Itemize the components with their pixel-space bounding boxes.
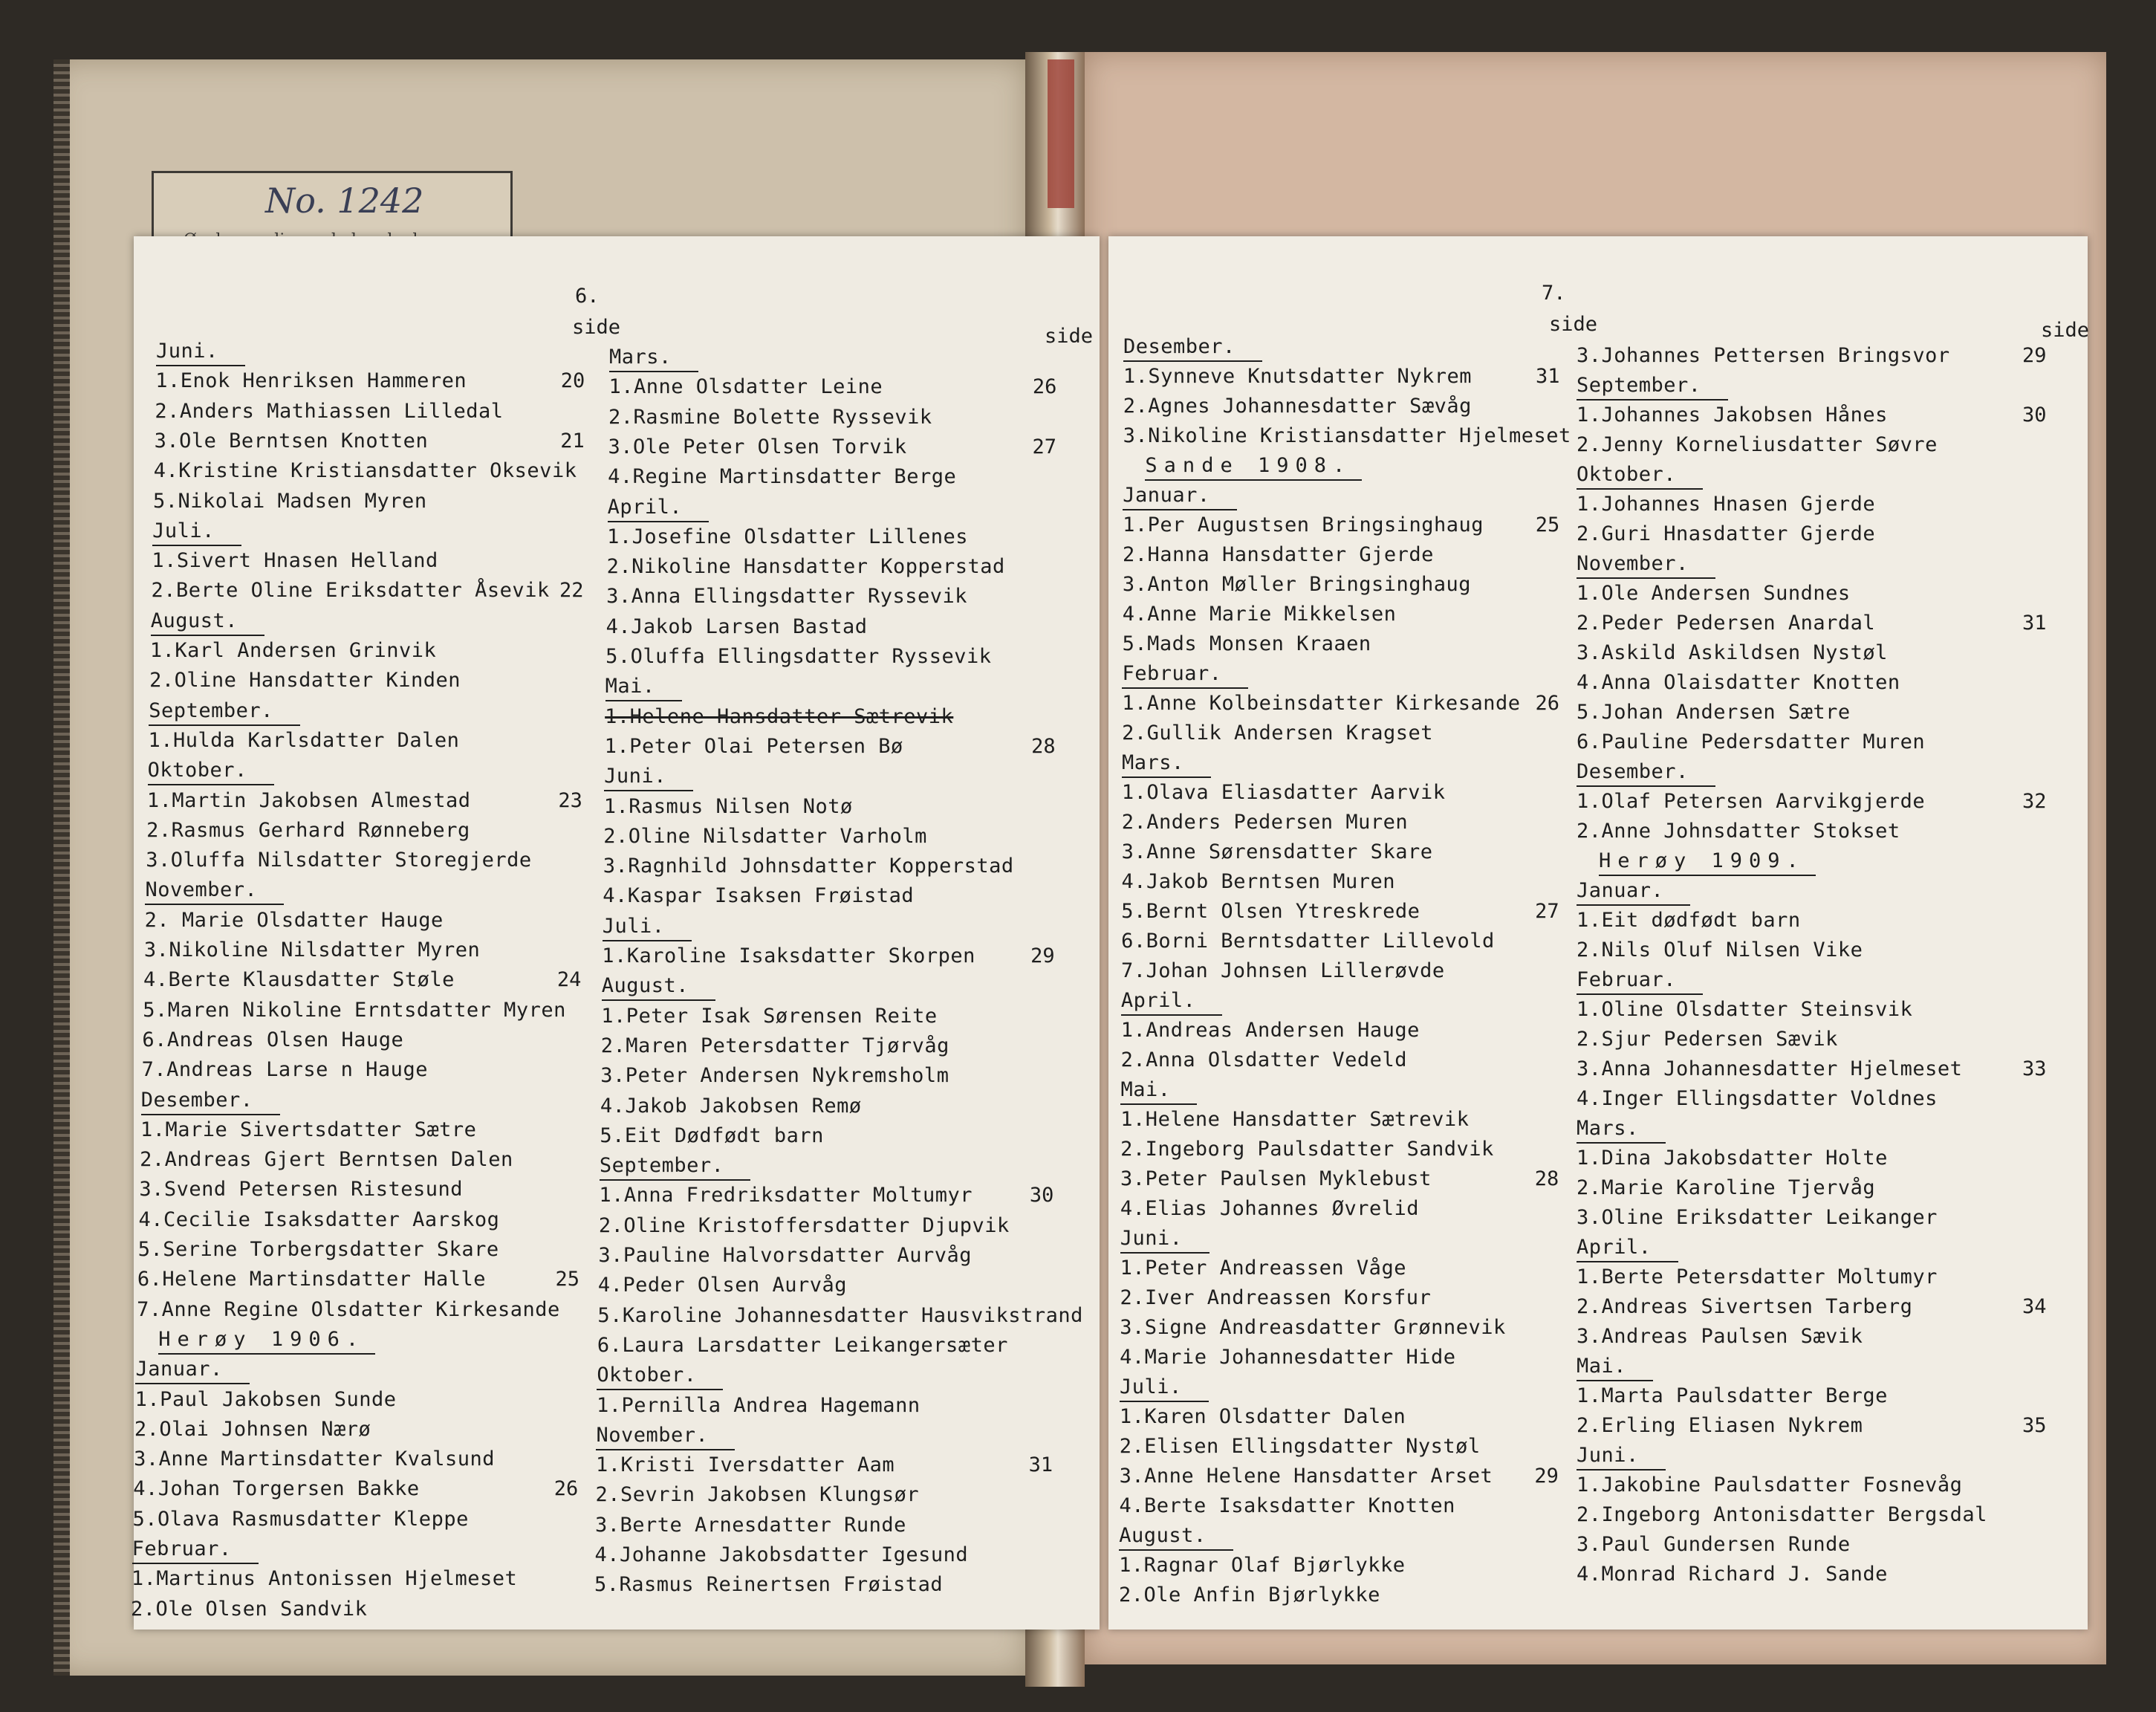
side-column-label: side (1045, 325, 1094, 348)
entry-line: 7.Johan Johnsen Lillerøvde (1121, 959, 1445, 982)
entry-line: 2.Jenny Korneliusdatter Søvre (1577, 433, 1938, 456)
entry-line: 2.Peder Pedersen Anardal (1577, 612, 1876, 635)
entry-line: 2.Ole Anfin Bjørlykke (1119, 1583, 1380, 1606)
entry-line: 4.Berte Klausdatter Støle (143, 968, 455, 992)
cover-edge (53, 59, 70, 1676)
entry-line: 5.Olava Rasmusdatter Kleppe (132, 1507, 469, 1531)
month-heading: Juni. (604, 765, 693, 791)
left-page (131, 236, 1100, 1630)
entry-line: 2.Maren Petersdatter Tjørvåg (600, 1034, 949, 1057)
entry-page-ref: 25 (1535, 513, 1560, 536)
month-heading: Desember. (1123, 336, 1262, 362)
month-heading: Oktober. (148, 759, 274, 785)
entry-line: 7.Andreas Larse n Hauge (141, 1058, 428, 1082)
entry-line: 3.Peter Andersen Nykremsholm (600, 1064, 949, 1088)
month-heading: Februar. (132, 1538, 259, 1564)
entry-line: 2.Nikoline Hansdatter Kopperstad (606, 555, 1005, 579)
entry-line: 2.Andreas Gjert Berntsen Dalen (140, 1148, 513, 1172)
month-heading: Juni. (1120, 1228, 1209, 1254)
entry-line: 2.Rasmine Bolette Ryssevik (608, 405, 932, 429)
entry-line: 1.Pernilla Andrea Hagemann (596, 1393, 920, 1417)
entry-line: 2.Iver Andreassen Korsfur (1120, 1286, 1432, 1309)
month-heading: Mai. (1577, 1355, 1653, 1381)
entry-line: 2.Agnes Johannesdatter Sævåg (1123, 395, 1472, 418)
entry-line: 3.Anne Sørensdatter Skare (1121, 840, 1433, 863)
month-heading: September. (149, 700, 300, 726)
entry-line: 3.Johannes Pettersen Bringsvor (1577, 344, 1950, 367)
entry-line: 1.Peter Isak Sørensen Reite (601, 1004, 938, 1028)
entry-line: 2.Oline Kristoffersdatter Djupvik (598, 1213, 1010, 1237)
month-heading: Februar. (1577, 969, 1703, 995)
entry-line: 4.Inger Ellingsdatter Voldnes (1577, 1087, 1938, 1110)
month-heading: November. (1577, 553, 1715, 579)
month-heading: November. (596, 1424, 735, 1450)
spine-binding-strip (1048, 59, 1074, 208)
entry-line: 4.Marie Johannesdatter Hide (1120, 1346, 1456, 1369)
entry-line: 1.Eit dødfødt barn (1577, 909, 1801, 932)
entry-line: 3.Anna Johannesdatter Hjelmeset (1577, 1057, 1963, 1080)
entry-line: 4.Kristine Kristiansdatter Oksevik (153, 459, 577, 483)
entry-page-ref: 27 (1535, 900, 1559, 923)
entry-line: 4.Elias Johannes Øvrelid (1120, 1197, 1419, 1220)
month-heading: August. (602, 975, 715, 1001)
entry-line: 1.Berte Petersdatter Moltumyr (1577, 1265, 1938, 1288)
entry-line: 2.Anders Mathiassen Lilledal (155, 399, 504, 423)
entry-line: 2.Ole Olsen Sandvik (131, 1597, 368, 1621)
entry-line: 6.Helene Martinsdatter Halle (137, 1268, 487, 1291)
entry-line: 2.Anne Johnsdatter Stokset (1577, 820, 1900, 843)
entry-line: 5.Eit Dødfødt barn (600, 1124, 824, 1147)
entry-line: 6.Andreas Olsen Hauge (142, 1028, 404, 1051)
entry-page-ref: 31 (2022, 612, 2047, 635)
entry-page-ref: 31 (1535, 365, 1560, 388)
entry-line: 2.Sjur Pedersen Sævik (1577, 1028, 1838, 1051)
right-page (1108, 236, 2088, 1630)
entry-page-ref: 32 (2022, 790, 2047, 813)
entry-line: 3.Askild Askildsen Nystøl (1577, 641, 1888, 664)
entry-page-ref: 29 (2022, 344, 2047, 367)
entry-line: 2.Anna Olsdatter Vedeld (1120, 1048, 1407, 1071)
entry-line: 1.Sivert Hnasen Helland (152, 549, 438, 573)
entry-line: 5.Mads Monsen Kraaen (1122, 632, 1371, 655)
entry-line: 4.Berte Isaksdatter Knotten (1119, 1494, 1455, 1517)
side-column-label: side (1549, 313, 1598, 336)
month-heading: September. (1577, 374, 1728, 401)
entry-line: 1.Helene Hansdatter Sætrevik (605, 704, 954, 728)
entry-line: 3.Svend Petersen Ristesund (139, 1178, 463, 1202)
entry-line: 1.Enok Henriksen Hammeren (155, 369, 467, 393)
entry-line: 1.Karl Andersen Grinvik (149, 639, 437, 662)
month-heading: Mars. (609, 346, 698, 372)
entry-line: 5.Johan Andersen Sætre (1577, 701, 1851, 724)
entry-line: 2.Gullik Andersen Kragset (1122, 722, 1434, 745)
month-heading: Juli. (152, 520, 241, 546)
entry-line: 6.Borni Berntsdatter Lillevold (1121, 930, 1495, 953)
entry-line: 1.Karen Olsdatter Dalen (1119, 1405, 1406, 1428)
entry-line: 5.Bernt Olsen Ytreskrede (1121, 900, 1420, 923)
entry-line: 1.Anna Fredriksdatter Moltumyr (599, 1184, 973, 1207)
entry-line: 4.Peder Olsen Aurvåg (597, 1274, 847, 1297)
entry-page-ref: 20 (560, 369, 585, 393)
entry-line: 4.Kaspar Isaksen Frøistad (603, 884, 915, 908)
entry-line: 1.Anne Olsdatter Leine (608, 375, 883, 399)
month-heading: August. (1119, 1525, 1233, 1551)
month-heading: August. (151, 610, 264, 636)
entry-page-ref: 28 (1534, 1167, 1559, 1190)
entry-line: 5.Karoline Johannesdatter Hausvikstrand (597, 1303, 1083, 1327)
entry-line: 3.Oluffa Nilsdatter Storegjerde (146, 849, 532, 872)
entry-line: 1.Synneve Knutsdatter Nykrem (1123, 365, 1472, 388)
entry-line: 3.Ole Berntsen Knotten (154, 429, 429, 453)
entry-line: 1.Helene Hansdatter Sætrevik (1120, 1108, 1470, 1131)
entry-line: 4.Jakob Larsen Bastad (605, 615, 868, 638)
entry-line: 2.Andreas Sivertsen Tarberg (1577, 1295, 1913, 1318)
month-heading: Juni. (156, 340, 245, 366)
parish-year-heading: Herøy 1906. (158, 1329, 375, 1355)
entry-line: 1.Karoline Isaksdatter Skorpen (602, 944, 975, 967)
month-heading: Desember. (1577, 761, 1715, 787)
entry-line: 1.Rasmus Nilsen Notø (603, 794, 853, 818)
month-heading: Juli. (1120, 1376, 1209, 1402)
entry-line: 2.Sevrin Jakobsen Klungsør (595, 1483, 920, 1507)
entry-page-ref: 26 (1535, 692, 1559, 715)
month-heading: Mars. (1577, 1118, 1666, 1144)
entry-line: 2.Anders Pedersen Muren (1121, 811, 1409, 834)
entry-line: 3.Oline Eriksdatter Leikanger (1577, 1206, 1938, 1229)
entry-line: 1.Peter Andreassen Våge (1120, 1257, 1406, 1280)
entry-page-ref: 30 (1029, 1184, 1054, 1207)
entry-line: 2.Marie Karoline Tjervåg (1577, 1176, 1876, 1199)
entry-line: 1.Josefine Olsdatter Lillenes (607, 525, 968, 548)
entry-page-ref: 25 (555, 1268, 579, 1291)
entry-line: 1.Dina Jakobsdatter Holte (1577, 1147, 1888, 1170)
entry-line: 3.Nikoline Kristiansdatter Hjelmeset (1123, 424, 1571, 447)
entry-line: 1.Olaf Petersen Aarvikgjerde (1577, 790, 1926, 813)
entry-line: 1.Andreas Andersen Hauge (1120, 1019, 1420, 1042)
book-number: No. 1242 (265, 181, 424, 221)
entry-line: 1.Per Augustsen Bringsinghaug (1123, 513, 1484, 536)
entry-line: 1.Hulda Karlsdatter Dalen (148, 728, 460, 752)
entry-line: 3.Anne Martinsdatter Kvalsund (134, 1447, 495, 1471)
entry-page-ref: 29 (1030, 944, 1055, 967)
entry-line: 1.Johannes Jakobsen Hånes (1577, 403, 1888, 427)
entry-page-ref: 34 (2022, 1295, 2047, 1318)
entry-page-ref: 26 (1032, 375, 1057, 399)
month-heading: Juni. (1577, 1444, 1666, 1471)
entry-line: 3.Ragnhild Johnsdatter Kopperstad (603, 855, 1014, 878)
entry-line: 2.Rasmus Gerhard Rønneberg (146, 818, 470, 842)
month-heading: November. (145, 879, 284, 905)
entry-line: 7.Anne Regine Olsdatter Kirkesande (137, 1297, 560, 1321)
month-heading: April. (608, 496, 710, 522)
entry-line: 4.Anna Olaisdatter Knotten (1577, 671, 1900, 694)
entry-line: 1.Olava Eliasdatter Aarvik (1121, 781, 1446, 804)
month-heading: Oktober. (597, 1364, 723, 1390)
entry-line: 2.Hanna Hansdatter Gjerde (1123, 543, 1434, 566)
entry-line: 2.Elisen Ellingsdatter Nystøl (1119, 1435, 1481, 1458)
entry-line: 4.Jakob Berntsen Muren (1121, 870, 1396, 893)
entry-line: 3.Nikoline Nilsdatter Myren (143, 938, 481, 962)
month-heading: Mai. (605, 675, 682, 701)
entry-page-ref: 28 (1031, 734, 1056, 758)
month-heading: Januar. (1123, 484, 1236, 510)
entry-page-ref: 30 (2022, 403, 2047, 427)
entry-line: 1.Ragnar Olaf Bjørlykke (1119, 1554, 1406, 1577)
entry-page-ref: 22 (559, 579, 584, 603)
entry-line: 1.Johannes Hnasen Gjerde (1577, 493, 1876, 516)
entry-line: 5.Serine Torbergsdatter Skare (137, 1238, 499, 1261)
entry-page-ref: 21 (560, 429, 585, 453)
entry-line: 3.Berte Arnesdatter Runde (594, 1513, 906, 1537)
entry-line: 4.Regine Martinsdatter Berge (608, 465, 957, 489)
month-heading: Juli. (603, 915, 692, 941)
entry-line: 2.Oline Hansdatter Kinden (149, 669, 461, 693)
entry-line: 4.Johan Torgersen Bakke (133, 1477, 420, 1501)
entry-line: 1.Oline Olsdatter Steinsvik (1577, 998, 1913, 1021)
entry-line: 4.Monrad Richard J. Sande (1577, 1563, 1888, 1586)
entry-line: 6.Pauline Pedersdatter Muren (1577, 730, 1926, 753)
entry-line: 1.Martin Jakobsen Almestad (146, 788, 471, 812)
entry-line: 1.Ole Andersen Sundnes (1577, 582, 1851, 605)
page-number: 6. (575, 285, 600, 308)
entry-page-ref: 27 (1032, 435, 1057, 458)
side-column-label: side (2041, 319, 2090, 342)
month-heading: Januar. (135, 1358, 249, 1384)
entry-line: 1.Marta Paulsdatter Berge (1577, 1384, 1888, 1407)
entry-line: 5.Nikolai Madsen Myren (152, 489, 427, 513)
entry-line: 3.Andreas Paulsen Sævik (1577, 1325, 1863, 1348)
entry-line: 2. Marie Olsdatter Hauge (144, 908, 444, 932)
entry-page-ref: 24 (556, 968, 582, 992)
entry-line: 2.Ingeborg Antonisdatter Bergsdal (1577, 1503, 1987, 1526)
entry-line: 1.Anne Kolbeinsdatter Kirkesande (1122, 692, 1521, 715)
entry-line: 4.Johanne Jakobsdatter Igesund (594, 1543, 969, 1566)
month-heading: April. (1121, 990, 1223, 1016)
entry-line: 5.Rasmus Reinertsen Frøistad (594, 1573, 944, 1597)
entry-line: 3.Anne Helene Hansdatter Arset (1119, 1465, 1493, 1488)
month-heading: Desember. (141, 1089, 280, 1115)
entry-line: 2.Nils Oluf Nilsen Vike (1577, 938, 1863, 962)
month-heading: September. (600, 1155, 751, 1181)
entry-line: 3.Anna Ellingsdatter Ryssevik (606, 585, 968, 609)
entry-line: 2.Ingeborg Paulsdatter Sandvik (1120, 1138, 1494, 1161)
entry-line: 5.Maren Nikoline Erntsdatter Myren (143, 998, 566, 1022)
month-heading: Januar. (1577, 880, 1690, 906)
entry-line: 2.Oline Nilsdatter Varholm (603, 824, 927, 848)
entry-line: 1.Marie Sivertsdatter Sætre (140, 1118, 477, 1141)
entry-line: 2.Guri Hnasdatter Gjerde (1577, 522, 1876, 545)
entry-page-ref: 26 (553, 1477, 579, 1501)
entry-line: 3.Signe Andreasdatter Grønnevik (1120, 1316, 1506, 1339)
parish-year-heading: Sande 1908. (1145, 455, 1362, 481)
entry-line: 1.Kristi Iversdatter Aam (595, 1453, 895, 1477)
entry-page-ref: 23 (558, 788, 582, 812)
month-heading: Mars. (1122, 752, 1211, 778)
entry-line: 3.Ole Peter Olsen Torvik (608, 435, 907, 458)
entry-line: 2.Olai Johnsen Nærø (134, 1417, 371, 1441)
entry-line: 3.Pauline Halvorsdatter Aurvåg (598, 1244, 973, 1267)
entry-page-ref: 35 (2022, 1414, 2047, 1437)
month-heading: Februar. (1122, 663, 1248, 689)
entry-line: 6.Laura Larsdatter Leikangersæter (597, 1333, 1008, 1357)
page-number: 7. (1542, 282, 1566, 305)
entry-line: 3.Paul Gundersen Runde (1577, 1533, 1851, 1556)
entry-line: 3.Anton Møller Bringsinghaug (1122, 573, 1472, 596)
entry-line: 1.Martinus Antonissen Hjelmeset (131, 1567, 518, 1591)
month-heading: Oktober. (1577, 464, 1703, 490)
entry-page-ref: 31 (1028, 1453, 1053, 1477)
entry-line: 4.Cecilie Isaksdatter Aarskog (138, 1207, 500, 1231)
entry-line: 1.Peter Olai Petersen Bø (604, 734, 903, 758)
entry-line: 2.Erling Eliasen Nykrem (1577, 1414, 1863, 1437)
entry-line: 1.Jakobine Paulsdatter Fosnevåg (1577, 1473, 1963, 1497)
entry-line: 3.Peter Paulsen Myklebust (1120, 1167, 1432, 1190)
parish-year-heading: Herøy 1909. (1599, 850, 1816, 876)
entry-page-ref: 33 (2022, 1057, 2047, 1080)
entry-line: 4.Anne Marie Mikkelsen (1122, 603, 1397, 626)
month-heading: April. (1577, 1236, 1678, 1262)
side-column-label: side (572, 316, 621, 339)
entry-line: 2.Berte Oline Eriksdatter Åsevik (151, 579, 550, 603)
entry-line: 1.Paul Jakobsen Sunde (134, 1387, 397, 1411)
entry-line: 5.Oluffa Ellingsdatter Ryssevik (605, 645, 992, 668)
month-heading: Mai. (1120, 1079, 1197, 1105)
entry-line: 4.Jakob Jakobsen Remø (600, 1094, 862, 1118)
entry-page-ref: 29 (1534, 1465, 1559, 1488)
